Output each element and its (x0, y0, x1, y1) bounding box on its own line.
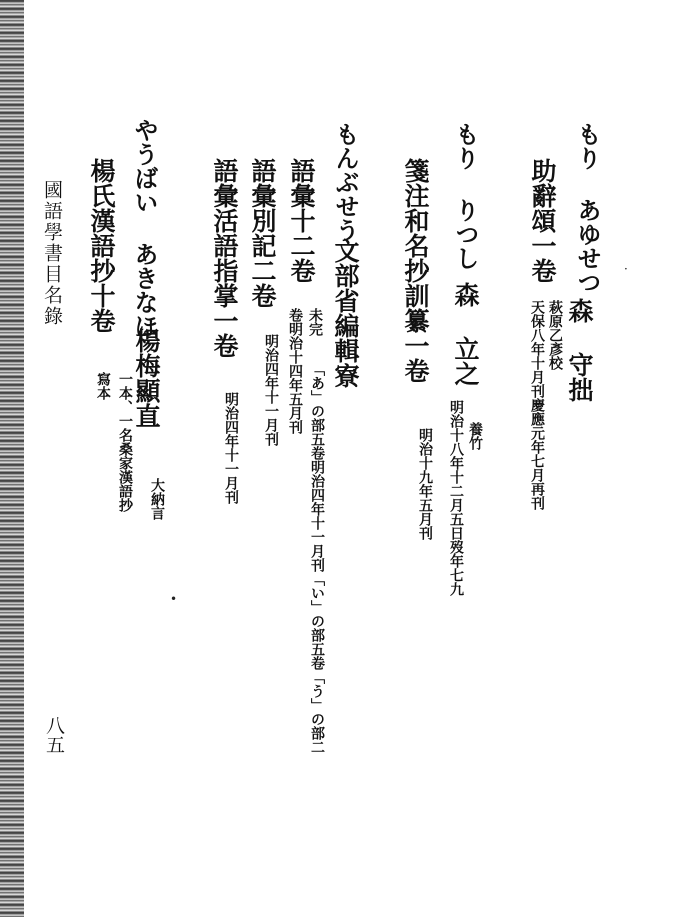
entry-title-yoshi-kangosho: 楊氏漢語抄十卷 (87, 158, 116, 333)
entry-heading-mori-ritsushi: もり りつし (451, 122, 479, 270)
entry-heading-monbusho: もんぶせう (331, 122, 359, 242)
ink-speck: · (624, 262, 628, 276)
entry-title-joji-ju: 助辭頌一卷 (528, 158, 557, 283)
entry-note-soka-kangosho: 一本、一名桑家漢語抄 (117, 372, 133, 512)
entry-note-manuscript: 寫本 (95, 372, 111, 400)
entry-note-publication: 天保八年十月刊慶應元年七月再刊 (529, 300, 545, 510)
entry-author-mori-shusetsu: 森 守拙 (565, 298, 594, 402)
entry-title-wamyosho: 箋注和名抄訓纂一卷 (401, 158, 430, 383)
page-edge-scan (0, 0, 24, 917)
entry-heading-mori-ayusetsu: もり あゆせつ (573, 122, 601, 294)
entry-title-goi-katsugo: 語彙活語指掌一卷 (210, 158, 239, 358)
entry-note-death: 明治十八年十二月五日歿年七九 (448, 400, 464, 596)
entry-title-goi-bekki: 語彙別記二卷 (248, 158, 277, 308)
entry-note-incomplete: 未完 (307, 308, 323, 336)
entry-note-meiji4-a: 明治四年十一月刊 (263, 334, 279, 446)
entry-note-meiji14: 卷明治十四年五月刊 (287, 308, 303, 434)
entry-author-yobai-akinao: 楊梅顯直 (132, 328, 161, 428)
entry-note-meiji4-b: 明治四年十一月刊 (223, 392, 239, 504)
entry-note-meiji19: 明治十九年五月刊 (417, 428, 433, 540)
page-number: 八五 (43, 716, 65, 754)
entry-heading-yobai-akinaho: やうばい あきなほ (130, 118, 158, 338)
entry-author-monbusho-henshuryo: 文部省編輯寮 (331, 238, 360, 388)
entry-note-dainagon: 大納言 (149, 478, 165, 520)
ink-speck: • (170, 592, 178, 606)
entry-note-yochiku: 養竹 (467, 422, 483, 450)
running-head: 國語學書目名錄 (41, 180, 63, 327)
entry-title-goi: 語彙十二卷 (287, 158, 316, 283)
entry-author-mori-ritsushi: 森 立之 (451, 282, 480, 386)
entry-note-editor: 萩原乙彥校 (547, 300, 563, 370)
entry-note-volumes: 「あ」の部五卷明治四年十一月刊「い」の部五卷「う」の部二 (309, 362, 325, 754)
